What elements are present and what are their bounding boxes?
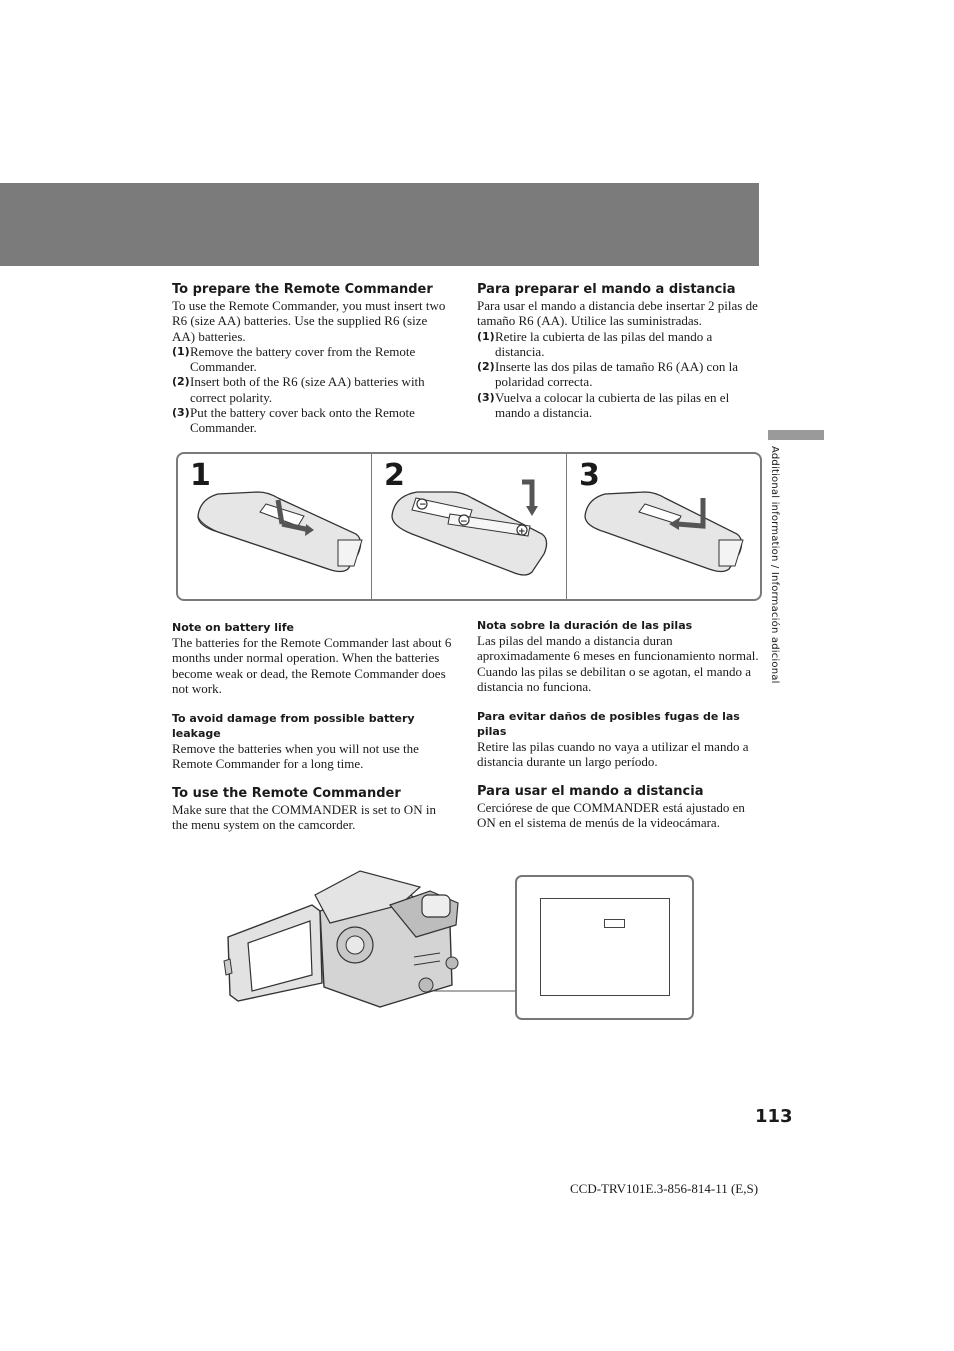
step-number: (2) — [477, 360, 495, 374]
step-2-en — [172, 374, 452, 405]
prepare-intro-es: Para usar el mando a distancia debe insertar 2 pilas de tamaño R6 (AA). Utilice las suministradas. — [477, 298, 758, 329]
panel-number: 2 — [384, 458, 405, 493]
step-number: (3) — [477, 390, 495, 404]
svg-text:−: − — [460, 517, 468, 527]
use-heading-en: To use the Remote Commander — [172, 785, 401, 801]
note-heading-es: Nota sobre la duración de las pilas — [477, 619, 693, 632]
battery-insertion-figure — [176, 452, 762, 601]
step-text: Remove the battery cover from the Remote Commander. — [190, 343, 416, 375]
notes-section-es — [477, 618, 760, 830]
document-code: CCD-TRV101E.3-856-814-11 (E,S) — [570, 1181, 759, 1196]
viewfinder-screen-figure — [515, 875, 694, 1020]
section-side-label — [766, 446, 782, 706]
screen-indicator — [604, 919, 625, 928]
panel-number: 1 — [190, 458, 211, 493]
prepare-heading-en: To prepare the Remote Commander — [172, 282, 433, 297]
prepare-section-en — [172, 282, 452, 436]
figure-panel-3 — [567, 454, 760, 599]
panel-number: 3 — [579, 458, 600, 493]
step-2-es — [477, 359, 759, 390]
header-band — [0, 183, 759, 266]
use-text-en: Make sure that the COMMANDER is set to ON in the menu system on the camcorder. — [172, 801, 436, 833]
step-number: (2) — [172, 375, 190, 389]
step-1-es — [477, 329, 759, 360]
screen-display — [540, 898, 670, 996]
prepare-steps-es — [477, 329, 759, 421]
step-number: (3) — [172, 406, 190, 420]
page-number: 113 — [755, 1106, 793, 1127]
notes-section-en — [172, 620, 452, 832]
side-label-text: Additional information / Información adicional — [769, 446, 780, 684]
step-1-en — [172, 344, 452, 375]
step-number: (1) — [477, 329, 495, 343]
prepare-steps-en — [172, 344, 452, 436]
figure-panel-1 — [178, 454, 371, 599]
use-text-es: Cerciórese de que COMMANDER está ajustado en ON en el sistema de menús de la videocámara. — [477, 799, 745, 831]
svg-text:+: + — [518, 527, 526, 537]
avoid-heading-en: To avoid damage from possible battery leakage — [172, 712, 415, 741]
svg-text:−: − — [419, 500, 427, 510]
note-heading-en: Note on battery life — [172, 621, 295, 634]
note-text-es: Las pilas del mando a distancia duran aproximadamente 6 meses en funcionamiento normal. Cuando las pilas se debilitan o se agotan, el mando a distancia no funciona. — [477, 633, 759, 694]
figure-panel-2 — [372, 454, 566, 599]
step-number: (1) — [172, 344, 190, 358]
step-3-en — [172, 405, 452, 436]
step-3-es — [477, 390, 759, 421]
note-text-en: The batteries for the Remote Commander last about 6 months under normal operation. When the batteries become weak or dead, the Remote Commander does not work. — [172, 635, 452, 696]
step-text: Retire la cubierta de las pilas del mando a distancia. — [495, 328, 713, 359]
step-text: Inserte las dos pilas de tamaño R6 (AA) con la polaridad correcta. — [495, 359, 738, 390]
avoid-text-es: Retire las pilas cuando no vaya a utilizar el mando a distancia durante un largo período. — [477, 739, 749, 770]
avoid-text-en: Remove the batteries when you will not use the Remote Commander for a long time. — [172, 741, 419, 772]
section-tab-marker — [768, 430, 824, 440]
avoid-heading-es: Para evitar daños de posibles fugas de las pilas — [477, 710, 740, 739]
step-text: Vuelva a colocar la cubierta de las pilas en el mando a distancia. — [495, 389, 730, 421]
camcorder-illustration — [220, 865, 520, 1015]
prepare-heading-es: Para preparar el mando a distancia — [477, 282, 736, 297]
use-heading-es: Para usar el mando a distancia — [477, 783, 704, 799]
prepare-section-es — [477, 282, 759, 420]
step-text: Insert both of the R6 (size AA) batteries with correct polarity. — [190, 374, 425, 405]
prepare-intro-en: To use the Remote Commander, you must insert two R6 (size AA) batteries. Use the supplied R6 (size AA) batteries. — [172, 298, 446, 344]
step-text: Put the battery cover back onto the Remote Commander. — [190, 405, 415, 436]
